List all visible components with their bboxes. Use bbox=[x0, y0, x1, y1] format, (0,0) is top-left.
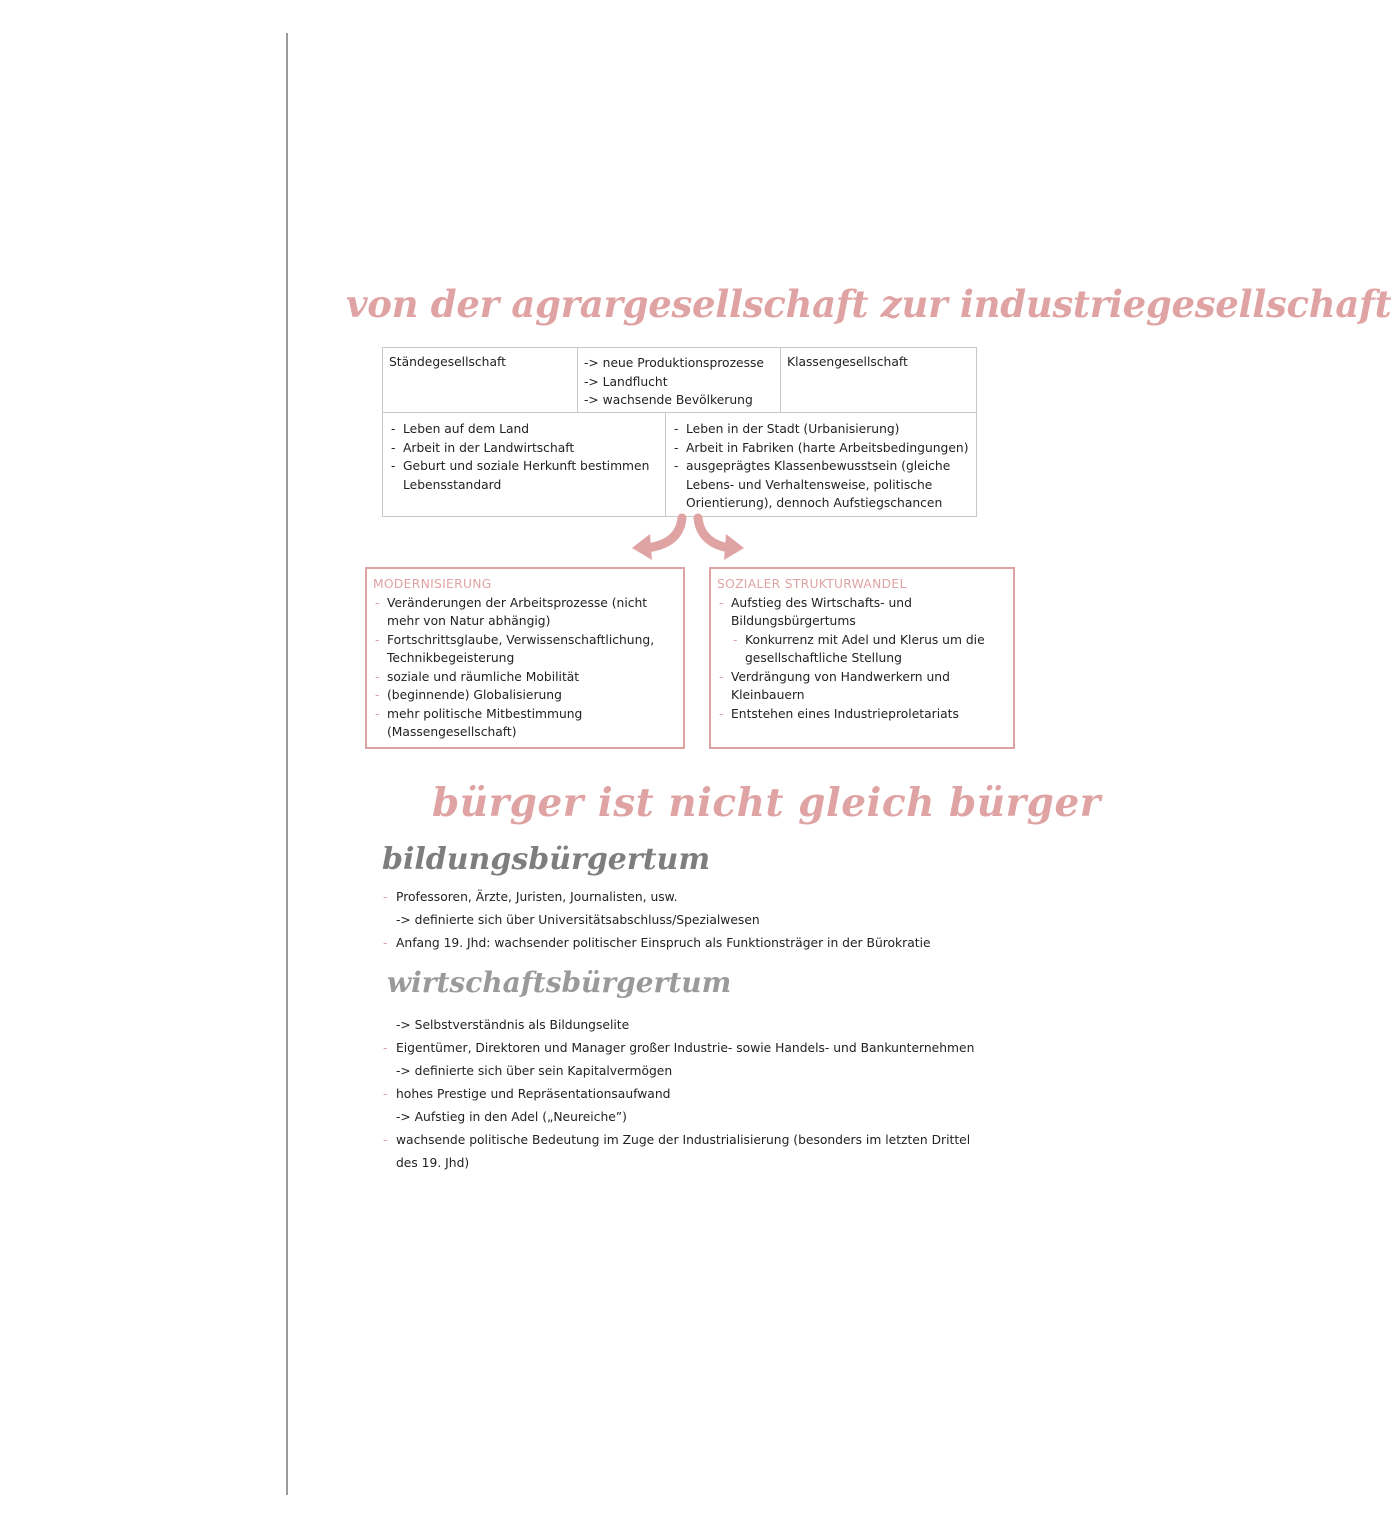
modernisierung-box bbox=[365, 567, 685, 749]
note-line: -> Aufstieg in den Adel („Neureiche”) bbox=[396, 1110, 627, 1124]
page-title: von der agrargesellschaft zur industriegesellschaft bbox=[346, 282, 1391, 326]
arrow-left-icon bbox=[646, 518, 682, 548]
cause-item: -> Landflucht bbox=[584, 374, 668, 389]
wirtschaftsbuergertum-notes bbox=[382, 1014, 974, 1175]
list-item: - Veränderungen der Arbeitsprozesse (nicht mehr von Natur abhängig) bbox=[373, 594, 677, 631]
note-line: -> Selbstverständnis als Bildungselite bbox=[396, 1018, 630, 1032]
klassengesellschaft-details bbox=[665, 412, 977, 517]
note-line: - Professoren, Ärzte, Juristen, Journalisten, usw. bbox=[382, 886, 931, 909]
header-klassengesellschaft: Klassengesellschaft bbox=[780, 347, 977, 413]
note-line: - Anfang 19. Jhd: wachsender politischer Einspruch als Funktionsträger in der Bürokratie bbox=[382, 932, 931, 955]
list-item: - Verdrängung von Handwerkern und Kleinbauern bbox=[717, 668, 1007, 705]
list-item: - mehr politische Mitbestimmung (Massengesellschaft) bbox=[373, 705, 677, 742]
list-item: - (beginnende) Globalisierung bbox=[373, 686, 677, 705]
arrow-right-icon bbox=[698, 518, 730, 548]
list-item: - Fortschrittsglaube, Verwissenschaftlichung, Technikbegeisterung bbox=[373, 631, 677, 668]
modernisierung-title: MODERNISIERUNG bbox=[373, 577, 492, 591]
cause-item: -> wachsende Bevölkerung bbox=[584, 393, 753, 407]
note-line: - hohes Prestige und Repräsentationsaufwand bbox=[382, 1083, 974, 1106]
margin-line bbox=[286, 33, 288, 1495]
strukturwandel-box bbox=[709, 567, 1015, 749]
strukturwandel-title: SOZIALER STRUKTURWANDEL bbox=[717, 577, 907, 591]
sub-list-item: - Konkurrenz mit Adel und Klerus um die gesellschaftliche Stellung bbox=[731, 631, 1007, 668]
note-line: -> definierte sich über Universitätsabschluss/Spezialwesen bbox=[396, 913, 760, 927]
list-item: - Leben auf dem Land bbox=[389, 420, 659, 439]
list-item: - Arbeit in Fabriken (harte Arbeitsbedingungen) bbox=[672, 439, 970, 458]
note-line: -> definierte sich über sein Kapitalvermögen bbox=[396, 1064, 673, 1078]
list-item: - Arbeit in der Landwirtschaft bbox=[389, 439, 659, 458]
note-line: des 19. Jhd) bbox=[396, 1156, 470, 1170]
split-arrows bbox=[620, 512, 760, 564]
arrow-right-head bbox=[724, 534, 744, 560]
bildungsbuergertum-notes bbox=[382, 886, 931, 955]
arrow-left-head bbox=[632, 534, 652, 560]
list-item: - Entstehen eines Industrieproletariats bbox=[717, 705, 1007, 724]
list-item: - Geburt und soziale Herkunft bestimmen Lebensstandard bbox=[389, 457, 659, 494]
bildungsbuergertum-heading: bildungsbürgertum bbox=[382, 842, 711, 877]
transition-causes bbox=[577, 347, 781, 413]
note-line: - Eigentümer, Direktoren und Manager großer Industrie- sowie Handels- und Bankunternehmen bbox=[382, 1037, 974, 1060]
list-item: - Leben in der Stadt (Urbanisierung) bbox=[672, 420, 970, 439]
list-item: - soziale und räumliche Mobilität bbox=[373, 668, 677, 687]
cause-item: -> neue Produktionsprozesse bbox=[584, 356, 764, 370]
note-line: - wachsende politische Bedeutung im Zuge der Industrialisierung (besonders im letzten Drittel bbox=[382, 1129, 974, 1152]
list-item: - Aufstieg des Wirtschafts- und Bildungsbürgertums - Konkurrenz mit Adel und Klerus um die gesellschaftliche Stellung bbox=[717, 594, 1007, 668]
wirtschaftsbuergertum-heading: wirtschaftsbürgertum bbox=[387, 966, 732, 999]
header-standegesellschaft: Ständegesellschaft bbox=[382, 347, 578, 413]
list-item: - ausgeprägtes Klassenbewusstsein (gleiche Lebens- und Verhaltensweise, politische Orientierung), dennoch Aufstiegschancen bbox=[672, 457, 970, 513]
section-title: bürger ist nicht gleich bürger bbox=[432, 780, 1101, 826]
standegesellschaft-details bbox=[382, 412, 666, 517]
